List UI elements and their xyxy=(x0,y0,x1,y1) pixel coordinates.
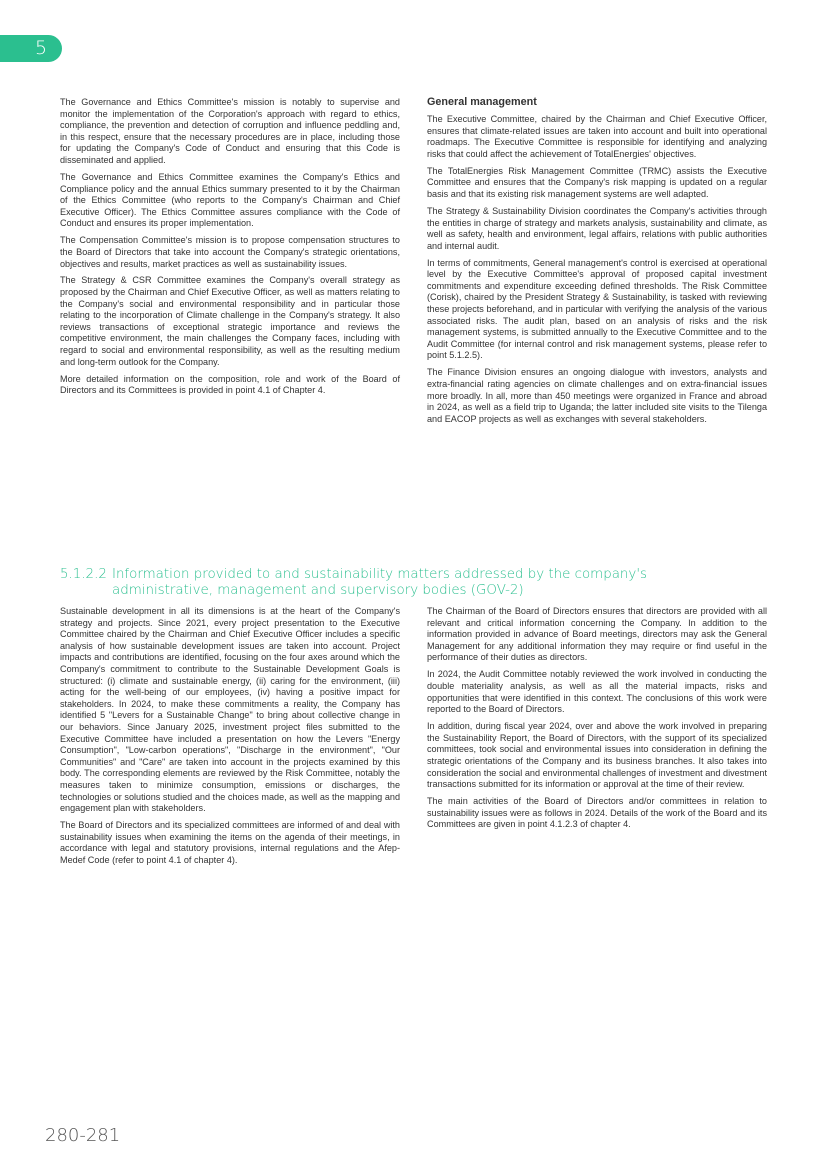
paragraph: In addition, during fiscal year 2024, over and above the work involved in preparing the Sustainability Report, the Board of Directors, with the support of its specialized committees, took social and environmental issues into consideration in defining the strategic orientations of the Company and its business branches. It also takes into consideration the social and environmental challenges of investment and divestment transactions submitted for its information or approval at the time of their review. xyxy=(427,721,767,790)
page-number: 280-281 xyxy=(45,1125,121,1146)
paragraph: The Governance and Ethics Committee's mission is notably to supervise and monitor the implementation of the Corporation's approach with regard to ethics, compliance, the prevention and detection of corruption and influence peddling and, in this respect, ensure that the necessary procedures are in place, including those for updating the Company's Code of Conduct and ensuring that this Code is disseminated and applied. xyxy=(60,97,400,165)
paragraph: The Strategy & Sustainability Division coordinates the Company's activities through the entities in charge of strategy and markets analysis, sustainability and climate, as well as safety, health and environment, legal affairs, relations with public authorities and internal audit. xyxy=(427,205,767,251)
section-title-line2: administrative, management and supervisory bodies (GOV-2) xyxy=(112,582,524,598)
paragraph: The TotalEnergies Risk Management Committee (TRMC) assists the Executive Committee and ensures that the Company's risk mapping is updated on a regular basis and that its existing risk management systems are well adapted. xyxy=(427,165,767,199)
paragraph: The Chairman of the Board of Directors ensures that directors are provided with all relevant and critical information concerning the Company. In addition to the information provided in advance of Board meetings, directors may ask the General Management for any additional information they may require or find useful in the performance of their duties as directors. xyxy=(427,606,767,663)
top-left-column xyxy=(60,97,400,402)
paragraph: In terms of commitments, General management's control is exercised at operational level by the Executive Committee's approval of proposed capital investment commitments and expenditure exceeding defined thresholds. The Risk Committee (Corisk), chaired by the President Strategy & Sustainability, is tasked with reviewing these projects beforehand, and in particular with verifying the analysis of the various associated risks. The audit plan, based on an analysis of risks and the risk management systems, is submitted annually to the Executive Committee and to the Audit Committee (for internal control and risk management systems, please refer to point 5.1.2.5). xyxy=(427,257,767,361)
top-right-column xyxy=(427,95,767,431)
paragraph: Sustainable development in all its dimensions is at the heart of the Company's strategy and projects. Since 2021, every project presentation to the Executive Committee chaired by the Chairman and Chief Executive Officer includes a specific analysis of how sustainable development issues are taken into account. Project impacts and contributions are identified, focusing on the four axes around which the Company's commitment to contribute to the Sustainable Development Goals is structured: (i) climate and sustainable energy, (ii) caring for the environment, (iii) acting for the well-being of our employees, (iv) having a positive impact for stakeholders. In 2024, to make these commitments a reality, the Company has identified 5 "Levers for a Sustainable Change" to bring about collective change in our behaviors. Since January 2025, investment project files submitted to the Executive Committee have included a presentation on how the Levers "Energy Consumption", "Low-carbon operations", "Discharge in the environment", "Our Communities" and "Care" are taken into account in the projects examined by this body. The corresponding elements are reviewed by the Risk Committee, notably the measures taken to minimize consumption, emissions or discharges, the technologies or solutions studied and the choices made, as well as the mapping and engagement plan with stakeholders. xyxy=(60,606,400,814)
paragraph: The Board of Directors and its specialized committees are informed of and deal with sustainability issues when examining the items on the agenda of their meetings, in accordance with legal and statutory provisions, internal regulations and the Afep-Medef Code (refer to point 4.1 of chapter 4). xyxy=(60,820,400,865)
bottom-right-column xyxy=(427,606,767,836)
paragraph: The Compensation Committee's mission is to propose compensation structures to the Board of Directors that take into account the Company's strategic orientations, objectives and results, market practices as well as sustainability issues. xyxy=(60,235,400,269)
section-number: 5.1.2.2 xyxy=(60,567,107,582)
bottom-left-column xyxy=(60,606,400,872)
chapter-tab xyxy=(0,35,62,62)
paragraph: The Strategy & CSR Committee examines the Company's overall strategy as proposed by the Chairman and Chief Executive Officer, as well as matters relating to the Company's social and environmental responsibility and in particular those relating to the incorporation of Climate challenge in the Company's strategy. It also reviews transactions of exceptional strategic importance and reviews the competitive environment, the main challenges the Company faces, including with regard to social and environmental responsibility, as well as the resulting medium and long-term outlook for the Company. xyxy=(60,275,400,367)
section-title-line1: Information provided to and sustainability matters addressed by the company's xyxy=(112,567,647,582)
chapter-number: 5 xyxy=(35,37,48,59)
paragraph: The Finance Division ensures an ongoing dialogue with investors, analysts and extra-financial rating agencies on climate challenges and on extra-financial issues more broadly. In all, more than 450 meetings were organized in France and abroad in 2024, as well as a field trip to Uganda; the latter included site visits to the Tilenga and EACOP projects as well as exchanges with several stakeholders. xyxy=(427,367,767,424)
section-heading xyxy=(60,567,760,598)
paragraph: The Governance and Ethics Committee examines the Company's Ethics and Compliance policy and the annual Ethics summary presented to it by the Chairman of the Ethics Committee (who reports to the Company's Chairman and Chief Executive Officer). The Ethics Committee assures compliance with the Code of Conduct and ensures its proper implementation. xyxy=(60,171,400,229)
paragraph: The Executive Committee, chaired by the Chairman and Chief Executive Officer, ensures that climate-related issues are taken into account and built into operational roadmaps. The Executive Committee is responsible for identifying and analyzing risks that could affect the achievement of TotalEnergies' objectives. xyxy=(427,114,767,159)
general-management-heading: General management xyxy=(427,96,537,108)
paragraph: The main activities of the Board of Directors and/or committees in relation to sustainability issues were as follows in 2024. Details of the work of the Board and its Committees are given in point 4.1.2.3 of chapter 4. xyxy=(427,796,767,830)
paragraph: In 2024, the Audit Committee notably reviewed the work involved in conducting the double materiality analysis, as well as all the material impacts, risks and opportunities that were identified in this context. The conclusions of this work were reported to the Board of Directors. xyxy=(427,669,767,715)
paragraph: More detailed information on the composition, role and work of the Board of Directors and its Committees is provided in point 4.1 of Chapter 4. xyxy=(60,373,400,396)
